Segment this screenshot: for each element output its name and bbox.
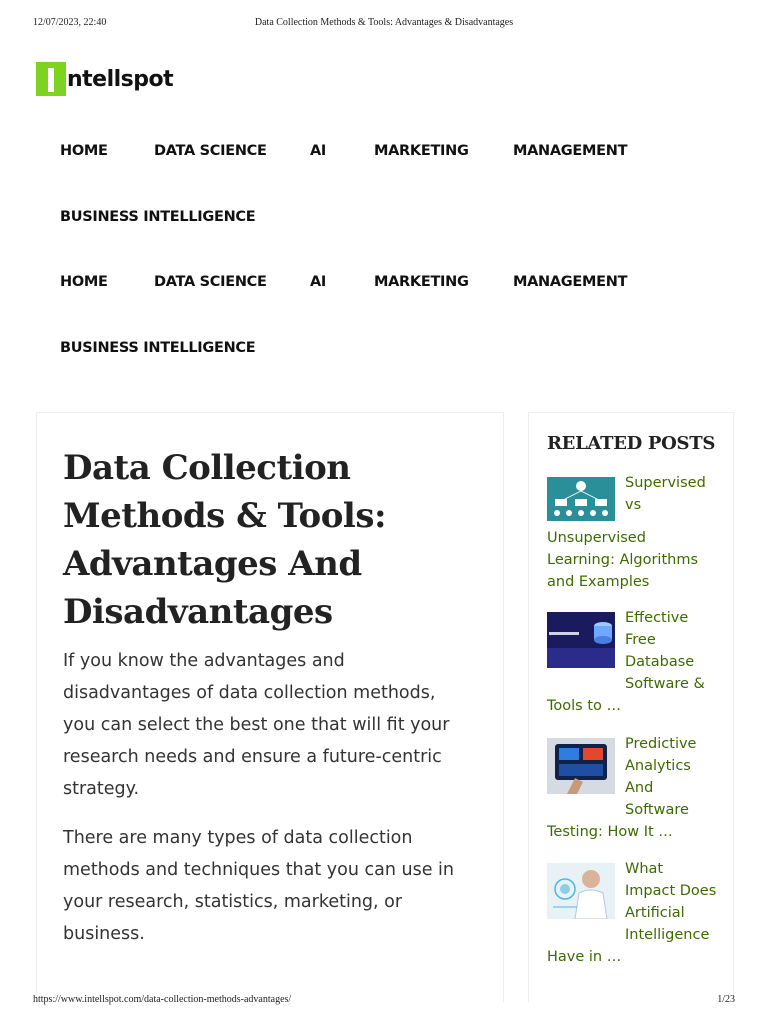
ml-diagram-thumbnail (547, 477, 615, 521)
print-url: https://www.intellspot.com/data-collection-methods-advantages/ (33, 994, 292, 1005)
nav-item-marketing[interactable]: MARKETING (374, 274, 469, 290)
related-posts-heading: RELATED POSTS (547, 433, 716, 454)
intellspot-logo-icon (36, 62, 66, 96)
nav-item-management[interactable]: MANAGEMENT (513, 274, 628, 290)
related-post-item[interactable] (547, 472, 717, 593)
related-post-item[interactable] (547, 733, 717, 843)
print-date: 12/07/2023, 22:40 (33, 17, 107, 28)
print-header (33, 17, 735, 29)
nav-item-marketing[interactable]: MARKETING (374, 143, 469, 159)
related-post-title[interactable]: What Impact Does Artificial Intelligence Have in … (547, 861, 717, 965)
ai-doctor-thumbnail (547, 863, 615, 919)
print-page-number: 1/23 (717, 994, 735, 1005)
logo-text: ntellspot (67, 66, 174, 92)
article-paragraph: There are many types of data collection methods and techniques that you can use in your research, statistics, marketing, or business. (63, 828, 454, 944)
nav-item-ai[interactable]: AI (310, 274, 327, 290)
nav-item-business-intelligence[interactable]: BUSINESS INTELLIGENCE (60, 340, 256, 356)
print-page-title: Data Collection Methods & Tools: Advantages & Disadvantages (254, 17, 514, 28)
nav-item-home[interactable]: HOME (60, 143, 108, 159)
related-post-title[interactable]: Predictive Analytics And Software Testing: How It … (547, 736, 697, 840)
nav-item-business-intelligence[interactable]: BUSINESS INTELLIGENCE (60, 209, 256, 225)
nav-item-data-science[interactable]: DATA SCIENCE (154, 274, 267, 290)
related-post-item[interactable] (547, 858, 717, 968)
analytics-tablet-thumbnail (547, 738, 615, 794)
related-post-title[interactable]: Supervised vs Unsupervised Learning: Algorithms and Examples (547, 475, 706, 590)
print-footer (33, 994, 735, 1006)
database-software-thumbnail (547, 612, 615, 668)
nav-item-data-science[interactable]: DATA SCIENCE (154, 143, 267, 159)
article-title: Data Collection Methods & Tools: Advantages And Disadvantages (63, 448, 387, 632)
nav-item-ai[interactable]: AI (310, 143, 327, 159)
nav-item-home[interactable]: HOME (60, 274, 108, 290)
article-paragraph: If you know the advantages and disadvantages of data collection methods, you can select the best one that will fit your research needs and ensure a future-centric strategy. (63, 651, 450, 799)
nav-item-management[interactable]: MANAGEMENT (513, 143, 628, 159)
related-post-item[interactable] (547, 607, 717, 717)
site-logo[interactable] (36, 62, 173, 96)
related-post-title[interactable]: Effective Free Database Software & Tools to … (547, 610, 705, 714)
